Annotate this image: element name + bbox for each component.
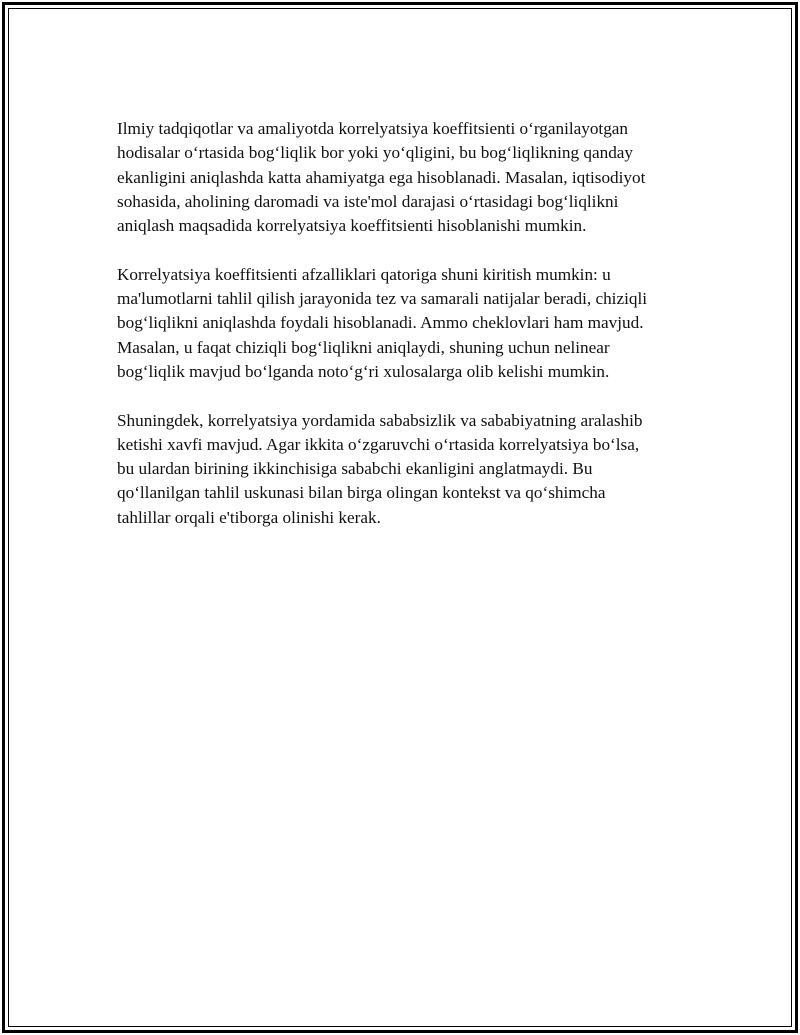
- paragraph-line: tahlillar orqali e'tiborga olinishi kerak.: [117, 507, 381, 527]
- paragraph-line: Korrelyatsiya koeffitsienti afzalliklari qatoriga shuni kiritish mumkin: u: [117, 264, 611, 284]
- paragraph-line: qo‘llanilgan tahlil uskunasi bilan birga olingan kontekst va qo‘shimcha: [117, 483, 606, 503]
- paragraph-2: [117, 263, 697, 384]
- paragraph-line: hodisalar o‘rtasida bog‘liqlik bor yoki yo‘qligini, bu bog‘liqlikning qanday: [117, 143, 634, 163]
- paragraph-3: [117, 409, 697, 530]
- paragraph-line: bu ulardan birining ikkinchisiga sababchi ekanligini anglatmaydi. Bu: [117, 459, 593, 479]
- document-body: [117, 117, 697, 554]
- paragraph-line: ma'lumotlarni tahlil qilish jarayonida tez va samarali natijalar beradi, chiziqli: [117, 289, 647, 309]
- paragraph-line: bog‘liqlikni aniqlashda foydali hisoblanadi. Ammo cheklovlari ham mavjud.: [117, 313, 644, 333]
- paragraph-line: Shuningdek, korrelyatsiya yordamida sababsizlik va sababiyatning aralashib: [117, 410, 643, 430]
- paragraph-line: aniqlash maqsadida korrelyatsiya koeffitsienti hisoblanishi mumkin.: [117, 216, 587, 236]
- paragraph-line: ekanligini aniqlashda katta ahamiyatga ega hisoblanadi. Masalan, iqtisodiyot: [117, 167, 646, 187]
- paragraph-line: sohasida, aholining daromadi va iste'mol darajasi o‘rtasidagi bog‘liqlikni: [117, 191, 619, 211]
- paragraph-line: ketishi xavfi mavjud. Agar ikkita o‘zgaruvchi o‘rtasida korrelyatsiya bo‘lsa,: [117, 434, 640, 454]
- paragraph-line: Ilmiy tadqiqotlar va amaliyotda korrelyatsiya koeffitsienti o‘rganilayotgan: [117, 119, 629, 138]
- paragraph-line: Masalan, u faqat chiziqli bog‘liqlikni aniqlaydi, shuning uchun nelinear: [117, 337, 610, 357]
- paragraph-1: [117, 117, 697, 238]
- paragraph-line: bog‘liqlik mavjud bo‘lganda noto‘g‘ri xulosalarga olib kelishi mumkin.: [117, 361, 610, 381]
